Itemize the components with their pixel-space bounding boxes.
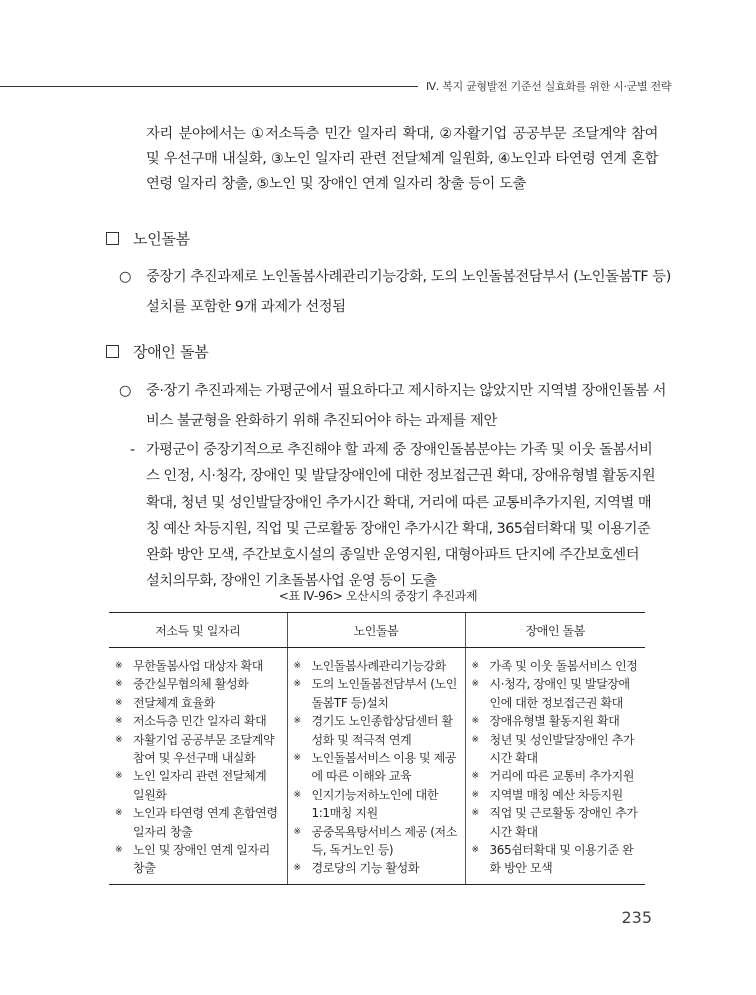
page-number: 235 <box>621 908 652 927</box>
reference-mark-icon: ※ <box>293 661 301 671</box>
list-item-text: 경기도 노인종합상담센터 활성화 및 적극적 연계 <box>311 714 453 747</box>
list-item-text: 중간실무협의체 활성화 <box>133 677 249 692</box>
column-header: 저소득 및 일자리 <box>109 613 287 648</box>
list-item <box>115 694 281 712</box>
table-cell <box>465 648 645 885</box>
list-item-text: 노인돌봄사례관리기능강화 <box>311 659 446 673</box>
column-header: 노인돌봄 <box>287 613 465 648</box>
list-item <box>472 712 640 730</box>
list-item-text: 노인 일자리 관련 전달체계 일원화 <box>133 769 267 802</box>
list-item <box>115 712 281 730</box>
reference-mark-icon: ※ <box>115 679 123 690</box>
table-cell <box>109 648 287 885</box>
list-item <box>472 767 640 785</box>
list-item <box>472 731 640 768</box>
list-item <box>472 804 640 841</box>
list-item <box>294 823 459 860</box>
running-header: Ⅳ. 복지 균형발전 기준선 실효화를 위한 시·군별 전략 <box>426 80 672 93</box>
reference-mark-icon: ※ <box>471 661 479 671</box>
reference-mark-icon: ※ <box>115 808 123 819</box>
reference-mark-icon: ※ <box>293 789 301 800</box>
circle-bullet-icon: ○ <box>119 383 132 399</box>
reference-mark-icon: ※ <box>471 679 479 690</box>
list-item-text: 직업 및 근로활동 장애인 추가시간 확대 <box>489 806 638 839</box>
list-item-text: 전달체계 효율화 <box>133 695 215 710</box>
list-item-text: 장애유형별 활동지원 확대 <box>489 714 620 729</box>
list-item <box>294 786 459 823</box>
bullet-item <box>119 376 679 436</box>
list-item <box>115 657 281 675</box>
section-heading-disability-care <box>106 341 208 362</box>
list-item-text: 자활기업 공공부문 조달계약 참여 및 우선구매 내실화 <box>133 732 275 766</box>
list-item <box>115 841 281 878</box>
list-item <box>294 712 459 749</box>
list-item-text: 노인과 타연령 연계 혼합연령 일자리 창출 <box>133 806 278 839</box>
list-item <box>294 657 459 675</box>
list-item <box>115 804 281 841</box>
list-item <box>115 731 281 768</box>
reference-mark-icon: ※ <box>293 753 301 764</box>
list-item <box>472 786 640 804</box>
reference-mark-icon: ※ <box>293 679 301 690</box>
header-rule <box>0 86 418 87</box>
reference-mark-icon: ※ <box>115 845 123 856</box>
checkbox-square-icon <box>106 345 119 358</box>
strategy-table <box>109 612 645 885</box>
reference-mark-icon: ※ <box>115 771 123 782</box>
list-item <box>472 675 640 712</box>
list-item <box>472 841 640 878</box>
reference-mark-icon: ※ <box>471 845 479 856</box>
table-caption: <표 Ⅳ-96> 오산시의 중장기 추진과제 <box>278 589 478 603</box>
list-item-text: 공중목욕탕서비스 제공 (저소득, 독거노인 등) <box>311 824 457 858</box>
dash-bullet-icon: - <box>130 442 135 458</box>
list-item <box>294 859 459 877</box>
reference-mark-icon: ※ <box>115 661 123 671</box>
list-item-text: 청년 및 성인발달장애인 추가시간 확대 <box>489 732 635 766</box>
list-item-text: 지역별 매칭 예산 차등지원 <box>489 787 623 802</box>
reference-mark-icon: ※ <box>471 808 479 819</box>
list-item <box>115 767 281 804</box>
list-item-text: 인지기능저하노인에 대한 1:1매칭 지원 <box>311 787 439 821</box>
list-item-text: 무한돌봄사업 대상자 확대 <box>133 659 263 673</box>
section-title: 장애인 돌봄 <box>133 343 209 361</box>
column-header: 장애인 돌봄 <box>465 613 645 648</box>
list-item-text: 노인 및 장애인 연계 일자리 창출 <box>133 843 270 876</box>
list-item-text: 노인돌봄서비스 이용 및 제공에 따른 이해와 교육 <box>311 751 457 784</box>
reference-mark-icon: ※ <box>293 716 301 727</box>
reference-mark-icon: ※ <box>471 716 479 727</box>
section-title: 노인돌봄 <box>133 230 190 248</box>
list-item-text: 도의 노인돌봄전담부서 (노인돌봄TF 등)설치 <box>311 677 457 710</box>
reference-mark-icon: ※ <box>471 771 479 782</box>
list-item-text: 거리에 따른 교통비 추가지원 <box>489 769 635 784</box>
bullet-text: 중장기 추진과제로 노인돌봄사례관리기능강화, 도의 노인돌봄전담부서 (노인돌봄TF 등)설치를 포함한 9개 과제가 선정됨 <box>146 269 671 315</box>
list-item <box>472 657 640 675</box>
bullet-text: 중·장기 추진과제는 가평군에서 필요하다고 제시하지는 않았지만 지역별 장애인돌봄 서비스 불균형을 완화하기 위해 추진되어야 하는 과제를 제안 <box>146 383 667 429</box>
bullet-item <box>119 262 679 322</box>
reference-mark-icon: ※ <box>471 734 479 745</box>
checkbox-square-icon <box>106 232 119 245</box>
list-item-text: 365쉼터확대 및 이용기준 완화 방안 모색 <box>489 843 634 876</box>
reference-mark-icon: ※ <box>293 826 301 837</box>
list-item <box>115 675 281 693</box>
list-item-text: 시·청각, 장애인 및 발달장애인에 대한 정보접근권 확대 <box>489 677 630 710</box>
list-item-text: 저소득층 민간 일자리 확대 <box>133 714 267 729</box>
list-item-text: 경로당의 기능 활성화 <box>311 861 420 876</box>
dash-text: 가평군이 중장기적으로 추진해야 할 과제 중 장애인돌봄분야는 가족 및 이웃 돌봄서비스 인정, 시·청각, 장애인 및 발달장애인에 대한 정보접근권 확대, 장애유형별 활동지원 확대, 청년 및 성인발달장애인 추가시간 확대, 거리에 따른 교통비추가지원, 지역별 매칭 예산 차등지원, 직업 및 근로활동 장애인 추가시간 확대, 365쉼터확대 및 이용기준 완화 방안 모색, 주간보호시설의 종일반 운영지원, 대형아파트 단지에 주간보호센터 설치의무화, 장애인 기초돌봄사업 운영 등이 도출 <box>146 442 656 590</box>
reference-mark-icon: ※ <box>115 734 123 745</box>
list-item <box>294 675 459 712</box>
reference-mark-icon: ※ <box>115 697 123 708</box>
reference-mark-icon: ※ <box>471 789 479 800</box>
section-heading-elderly-care <box>106 228 190 249</box>
list-item <box>294 749 459 786</box>
circle-bullet-icon: ○ <box>119 269 132 285</box>
table-cell <box>287 648 465 885</box>
reference-mark-icon: ※ <box>293 863 301 874</box>
reference-mark-icon: ※ <box>115 716 123 727</box>
list-item-text: 가족 및 이웃 돌봄서비스 인정 <box>489 659 638 673</box>
intro-paragraph: 자리 분야에서는 ①저소득층 민간 일자리 확대, ②자활기업 공공부문 조달계약 참여 및 우선구매 내실화, ③노인 일자리 관련 전달체계 일원화, ④노인과 타연령 연계 혼합연령 일자리 창출, ⑤노인 및 장애인 연계 일자리 창출 등이 도출 <box>146 126 658 192</box>
